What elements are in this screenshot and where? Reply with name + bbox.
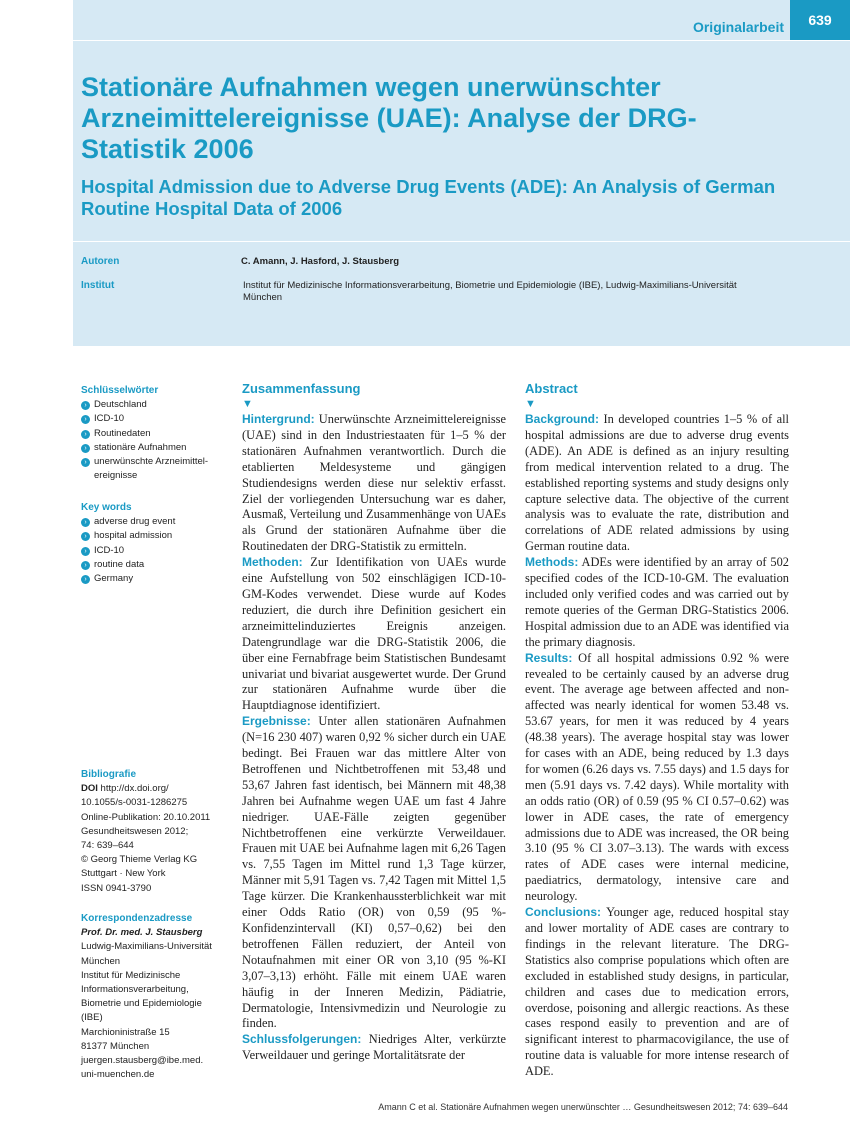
divider xyxy=(73,241,850,242)
address-line: Marchioninistraße 15 xyxy=(81,1026,170,1038)
keywords-en xyxy=(81,501,231,586)
zusammenfassung-heading: Zusammenfassung xyxy=(242,381,361,396)
title-english: Hospital Admission due to Adverse Drug Events (ADE): An Analysis of German Routine Hospital Data of 2006 xyxy=(81,176,776,219)
address-line: Ludwig-Maximilians-Universität xyxy=(81,941,212,953)
bibliography-title: Bibliografie xyxy=(81,769,137,780)
institute-line: München xyxy=(243,292,283,303)
correspondence-title: Korrespondenzadresse xyxy=(81,913,193,924)
keyword-item: › Deutschland xyxy=(81,398,231,412)
institute-line: Institut für Medizinische Informationsverarbeitung, Biometrie und Epidemiologie (IBE), Ludwig-Maximilians-Universität xyxy=(243,280,737,291)
keyword-item: › ICD-10 xyxy=(81,544,231,558)
address-line: Biometrie und Epidemiologie xyxy=(81,998,202,1010)
biblio-line: Gesundheitswesen 2012; xyxy=(81,825,189,837)
keywords-en-title: Key words xyxy=(81,502,132,513)
paragraph-methods: Methods: ADEs were identified by an array of 502 specified codes of the ICD-10-GM. The evaluation included only verified codes and was carried out by remote queries of the German DRG-Statistics 2006. Hospital admission due to an ADE was identified via the primary diagnosis. xyxy=(525,555,789,649)
biblio-line: Stuttgart · New York xyxy=(81,868,166,880)
arrow-bullet-icon: › xyxy=(81,401,90,410)
institute xyxy=(243,280,803,304)
running-footer: Amann C et al. Stationäre Aufnahmen wegen unerwünschter … Gesundheitswesen 2012; 74: 639–644 xyxy=(378,1102,788,1112)
paragraph-conclusions: Conclusions: Younger age, reduced hospital stay and lower mortality of ADE cases are contrary to findings in the relevant literature. The DRG-Statistics also comprise populations which often are excluded in established study designs, in particular, children and cases due to medication errors, overdose, poisoning and allergic reactions. As these cases respond easily to prevention and are of significant interest to pharmacovigilance, the use of routine data is valuable for more intense research of ADE. xyxy=(525,905,790,1079)
email-link[interactable]: uni-muenchen.de xyxy=(81,1069,155,1081)
abstract-heading: Abstract xyxy=(525,381,578,396)
keyword-item: › Routinedaten xyxy=(81,427,231,441)
arrow-bullet-icon: › xyxy=(81,575,90,584)
correspondence xyxy=(81,912,231,1082)
bibliography xyxy=(81,768,231,896)
paragraph-hintergrund: Hintergrund: Unerwünschte Arzneimittelereignisse (UAE) sind in den Industriestaaten für 1–5 % der stationären Aufnahmen verantwortlich. Durch die etablierten Meldesysteme und gängigen Studiendesigns werden diese nur selektiv erfasst. Ziel der vorliegenden Untersuchung war es daher, Ausmaß, Verteilung und Zusammenhänge von UAEs als Grund der stationären Aufnahme über die Routinedaten der DRG-Statistik zu ermitteln. xyxy=(242,412,506,554)
address-line: (IBE) xyxy=(81,1012,103,1024)
biblio-line: Online-Publikation: 20.10.2011 xyxy=(81,811,211,823)
arrow-bullet-icon: › xyxy=(81,458,90,467)
biblio-line: © Georg Thieme Verlag KG xyxy=(81,854,198,866)
institute-label: Institut xyxy=(81,280,115,291)
keyword-item: › hospital admission xyxy=(81,529,231,543)
email-link[interactable]: juergen.stausberg@ibe.med. xyxy=(81,1055,204,1067)
biblio-line: 74: 639–644 xyxy=(81,840,134,852)
running-header xyxy=(73,0,850,41)
keyword-item: › unerwünschte Arzneimittel-ereignisse xyxy=(81,455,234,483)
authors: C. Amann, J. Hasford, J. Stausberg xyxy=(241,256,400,267)
doi-link[interactable]: http://dx.doi.org/ xyxy=(100,783,169,795)
section-label: Originalarbeit xyxy=(692,19,784,35)
page-number: 639 xyxy=(790,0,850,40)
zusammenfassung-column xyxy=(242,381,506,1064)
keywords-de-title: Schlüsselwörter xyxy=(81,385,159,396)
paragraph-background: Background: In developed countries 1–5 % of all hospital admissions are due to adverse drug events (ADE). An ADE is defined as an injury resulting from medical intervention related to a drug. The established reporting systems and study designs only capture selective data. The objective of the current analysis was to evaluate the rate, distribution and correlations of ADE related admissions by using German routine data. xyxy=(525,412,789,554)
abstract-column xyxy=(525,381,789,1080)
arrow-bullet-icon: › xyxy=(81,444,90,453)
keyword-item: › ICD-10 xyxy=(81,412,231,426)
paragraph-results: Results: Of all hospital admissions 0.92 % were revealed to be certainly caused by an adverse drug event. The average age between affected and non-affected was nearly identical for women 53.48 vs. 53.67 years, for men it was reduced by 4 years (48.38 years). The average hospital stay was lower for cases with an ADE, being reduced by 1.3 days for women (6.26 days vs. 7.55 days) and 1.5 days for men (5.91 days vs. 7.42 days). While mortality with an odds ratio (OR) of 0.59 (95 % CI 0.57–0.62) was lower in ADE cases, the rate of emergency admissions due to ADE was increased, the OR being 3.10 (95 % CI 3.07–3.13). The wards with excess rates of ADE cases were internal medicine, paediatrics, dermatology, intensive care and neurology. xyxy=(525,650,789,904)
arrow-bullet-icon: › xyxy=(81,415,90,424)
arrow-bullet-icon: › xyxy=(81,547,90,556)
down-arrow-icon: ▼ xyxy=(242,398,253,410)
paragraph-methoden: Methoden: Zur Identifikation von UAEs wurde eine Aufstellung von 502 einschlägigen ICD-10-GM-Kodes verwendet. Diese wurde auf Kodes reduziert, die durch ihre Definition gesichert ein arzneimittelinduziertes Ereignis anzeigen. Datengrundlage war die DRG-Statistik 2006, die über eine Fernabfrage beim Statistischen Bundesamt univariat und bivariat ausgewertet wurde. Der Grund zur stationären Aufnahme wurde über die Hauptdiagnose identifiziert. xyxy=(242,555,506,713)
biblio-line: 10.1055/s-0031-1286275 xyxy=(81,797,188,809)
arrow-bullet-icon: › xyxy=(81,430,90,439)
biblio-line: ISSN 0941-3790 xyxy=(81,882,152,894)
arrow-bullet-icon: › xyxy=(81,518,90,527)
address-line: München xyxy=(81,955,121,967)
title-german: Stationäre Aufnahmen wegen unerwünschter Arzneimittelereignisse (UAE): Analyse der DRG-Statistik 2006 xyxy=(81,72,697,164)
arrow-bullet-icon: › xyxy=(81,532,90,541)
keyword-item: › Germany xyxy=(81,572,231,586)
doi-label: DOI xyxy=(81,783,98,795)
keyword-item: › routine data xyxy=(81,558,231,572)
correspondence-name: Prof. Dr. med. J. Stausberg xyxy=(81,927,203,939)
address-line: 81377 München xyxy=(81,1040,150,1052)
arrow-bullet-icon: › xyxy=(81,561,90,570)
keyword-item: › adverse drug event xyxy=(81,515,231,529)
address-line: Informationsverarbeitung, xyxy=(81,984,189,996)
keyword-item: › stationäre Aufnahmen xyxy=(81,441,231,455)
down-arrow-icon: ▼ xyxy=(525,398,536,410)
keywords-de xyxy=(81,384,231,483)
authors-label: Autoren xyxy=(81,256,120,267)
address-line: Institut für Medizinische xyxy=(81,969,181,981)
paragraph-schluss: Schlussfolgerungen: Niedriges Alter, verkürzte Verweildauer und geringe Mortalitätsrate der xyxy=(242,1032,506,1063)
paragraph-ergebnisse: Ergebnisse: Unter allen stationären Aufnahmen (N=16 230 407) waren 0,92 % sicher durch ein UAE bedingt. Bei Frauen war das mittlere Alter von Betroffenen und Nichtbetroffenen mit 53,48 und 53,67 Jahren fast identisch, bei Männern mit 48,38 Jahren bei Aufnahme wegen UAE um fast 4 Jahre niedriger. UAE-Fälle zeigten gegenüber Nichtbetroffenen eine verkürzte Verweildauer. Frauen mit UAE bei Aufnahme lagen mit 6,26 Tagen vs. 7,55 Tagen im Mittel rund 1,3 Tage kürzer, Männer mit 5,91 Tagen vs. 7,42 Tagen mit Mittel 1,5 Tage kürzer. Die Krankenhaussterblichkeit war mit einer Odds Ratio (OR) von 0,59 (95 %-Konfidenzintervall (KI) 0,57–0,62) bei den betroffenen Fällen reduziert, der Anteil von Notaufnahmen mit einer OR von 3,10 (95 %-KI 3,07–3,13) erhöht. Fälle mit einem UAE waren häufig in der Inneren Medizin, Pädiatrie, Dermatologie, Intensivmedizin und Neurologie zu finden. xyxy=(242,714,506,1031)
